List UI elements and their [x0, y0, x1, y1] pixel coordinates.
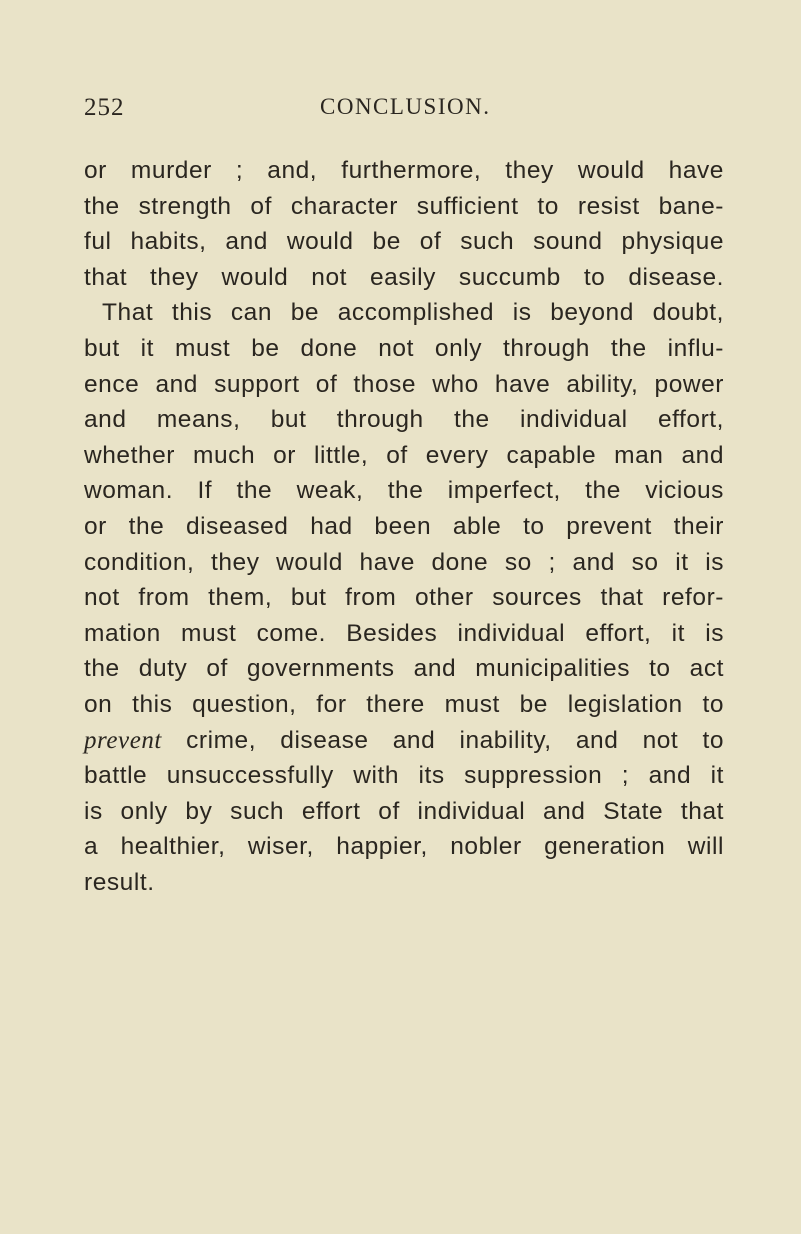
text-line: the duty of governments and municipalities to act — [84, 655, 724, 683]
page-header — [84, 94, 724, 134]
text-line: a healthier, wiser, happier, nobler generation will — [84, 833, 724, 861]
text-line: and means, but through the individual effort, — [84, 406, 724, 434]
text-line: result. — [84, 868, 155, 896]
body-text — [84, 153, 724, 900]
text-line: but it must be done not only through the influ- — [84, 334, 724, 362]
text-line: is only by such effort of individual and State that — [84, 797, 724, 825]
text-line: or the diseased had been able to prevent their — [84, 512, 724, 540]
text-line: that they would not easily succumb to disease. — [84, 263, 724, 291]
text-line: the strength of character sufficient to resist bane- — [84, 192, 724, 220]
text-line: battle unsuccessfully with its suppression ; and it — [84, 762, 724, 790]
text-line: not from them, but from other sources that refor- — [84, 584, 724, 612]
emphasized-word: prevent — [84, 726, 162, 754]
text-line-with-emphasis — [84, 723, 724, 759]
text-line-indented — [84, 295, 724, 331]
text-line: condition, they would have done so ; and so it is — [84, 548, 724, 576]
text-line: ence and support of those who have ability, power — [84, 370, 724, 398]
text-line-rest: crime, disease and inability, and not to — [161, 726, 724, 754]
running-head: CONCLUSION. — [320, 94, 491, 119]
text-line: whether much or little, of every capable man and — [84, 441, 724, 469]
text-line: or murder ; and, furthermore, they would have — [84, 157, 724, 184]
text-line: mation must come. Besides individual effort, it is — [84, 619, 724, 647]
text-line: ful habits, and would be of such sound physique — [84, 228, 724, 256]
page-number: 252 — [84, 94, 125, 121]
text-line: That this can be accomplished is beyond doubt, — [102, 299, 724, 327]
text-line: woman. If the weak, the imperfect, the vicious — [84, 477, 724, 505]
text-line: on this question, for there must be legislation to — [84, 690, 724, 718]
